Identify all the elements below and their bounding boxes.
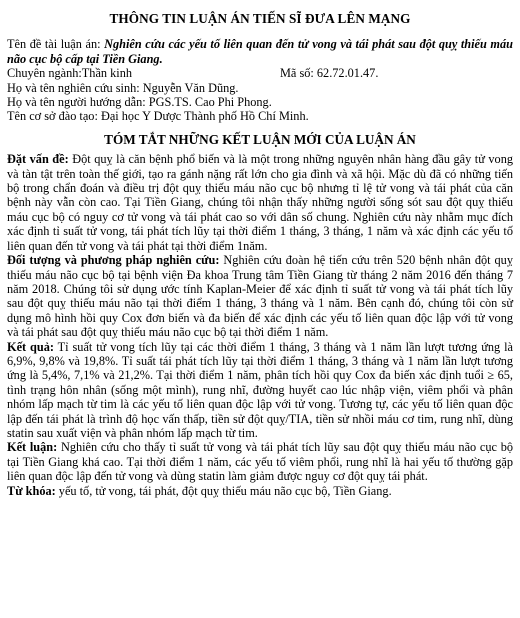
section-label: Đối tượng và phương pháp nghiên cứu: [7,253,220,268]
researcher-label: Họ và tên nghiên cứu sinh: [7,80,143,95]
section-label: Kết luận: [7,440,58,455]
section-keywords [7,484,513,498]
section-text: Tỉ suất tử vong tích lũy tại các thời điểm 1 tháng, 3 tháng và 1 năm lần lượt tương ứng là 6,9%, 9,8% và 19,8%. Tỉ suất tái phát tích lũy tại thời điểm 1 tháng, 3 tháng và 1 năm lần lượt tương ứng là 5,4%, 7,1% và 21,2%. Tại thời điểm 1 năm, phân tích hồi quy Cox đa biến xác định tuổi ≥ 65, tình trạng hôn nhân (sống một mình), rung nhĩ, đường huyết cao lúc nhập viện, viêm phổi và phân nhóm lấp mạch từ tim là các yếu tố liên quan độc lập với tử vong. Tương tự, các yếu tố liên quan độc lập đến tái phát là trình độ học vấn thấp, tiền sử đột quỵ/TIA, tiền sử nhồi máu cơ tim, rung nhĩ, dùng statin sau xuất viện và phân nhóm lấp mạch từ tim. [7,339,513,440]
major-line [7,66,513,80]
advisor-label: Họ và tên người hướng dẫn: [7,95,149,110]
section-results [7,340,513,441]
section-methods [7,253,513,339]
advisor-line [7,95,513,109]
code-label: Mã số: [280,66,317,81]
summary-title: TÓM TẮT NHỮNG KẾT LUẬN MỚI CỦA LUẬN ÁN [104,131,416,147]
institution-line [7,109,513,123]
code-group [280,66,378,80]
section-label: Từ khóa: [7,483,56,498]
advisor-value: PGS.TS. Cao Phi Phong. [148,95,272,110]
section-text: Nghiên cứu đoàn hệ tiến cứu trên 520 bệnh nhân đột quỵ thiếu máu não cục bộ tại bệnh viện Đa khoa Trung tâm Tiền Giang từ tháng 2 năm 2016 đến tháng 7 năm 2018. Chúng tôi sử dụng ước tính Kaplan-Meier để xác định tỉ suất tử vong và tái phát tích lũy sau đột quỵ thiếu máu não tại thời điểm 1 tháng, 3 tháng và 1 năm. Bên cạnh đó, chúng tôi còn sử dụng mô hình hồi quy Cox đơn biến và đa biến để xác định các yếu tố liên quan độc lập với tử vong và tái phát sau đột quỵ thiếu máu não cục bộ tại thời điểm 1 năm. [7,253,513,340]
section-label: Đặt vấn đề: [7,152,69,167]
section-label: Kết quả: [7,339,54,354]
institution-label: Tên cơ sở đào tạo: [7,109,101,124]
researcher-line [7,81,513,95]
topic-value: Nghiên cứu các yếu tố liên quan đến tử vong và tái phát sau đột quỵ thiếu máu não cục bộ cấp tại Tiền Giang. [7,37,513,66]
code-value: 62.72.01.47. [316,66,379,81]
major-label: Chuyên ngành: [7,66,82,81]
researcher-value: Nguyễn Văn Dũng. [142,80,239,95]
topic-label: Tên đề tài luận án: [7,37,105,52]
document-title: THÔNG TIN LUẬN ÁN TIẾN SĨ ĐƯA LÊN MẠNG [109,11,411,26]
institution-value: Đại học Y Dược Thành phố Hồ Chí Minh. [100,109,309,124]
section-text: yếu tố, tử vong, tái phát, đột quỵ thiếu máu não cục bộ, Tiền Giang. [55,483,392,498]
major-value: Thần kinh [81,66,132,81]
topic-line [7,37,513,66]
section-text: Đột quỵ là căn bệnh phổ biến và là một trong những nguyên nhân hàng đầu gây tử vong và tàn tật trên toàn thế giới, tạo ra gánh nặng rất lớn cho gia đình và xã hội. Mặc dù đã có những tiến bộ trong chẩn đoán và điều trị đột quỵ thiếu máu não cục bộ nhưng tỉ lệ tử vong và tái phát của căn bệnh này vẫn còn cao. Tại Tiền Giang, chúng tôi nhận thấy những người sống sót sau đột quỵ thiếu máu cục bộ có nguy cơ tử vong và tái phát cao so với dân số chung. Nghiên cứu này nhằm mục đích xác định tỉ suất tử vong, tái phát tích lũy tại thời điểm 1 tháng, 3 tháng, 1 năm và xác định các yếu tố liên quan đến tử vong và tái phát tại thời điểm 1năm. [7,152,513,253]
section-background [7,152,513,253]
section-text: Nghiên cứu cho thấy tỉ suất tử vong và tái phát tích lũy sau đột quỵ thiếu máu não cục bộ tại Tiền Giang khá cao. Tại thời điểm 1 năm, các yếu tố viêm phổi, rung nhĩ là hai yếu tố thường gặp liên quan độc lập đến tử vong và dùng statin làm giảm được nguy cơ đột quỵ tái phát. [7,440,514,484]
section-conclusion [7,440,513,483]
